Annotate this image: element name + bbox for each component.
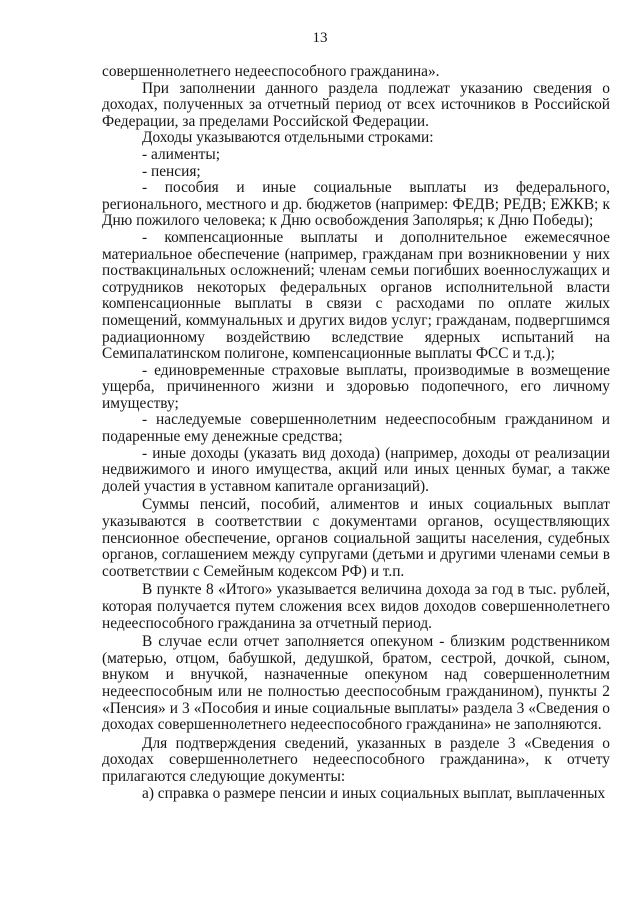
list-item-insurance: - единовременные страховые выплаты, производимые в возмещение ущерба, причиненного жизни и здоровью подопечного, его личному имуществу; [102, 361, 610, 412]
paragraph-amounts: Суммы пенсий, пособий, алиментов и иных социальных выплат указываются в соответствии с документами органов, осуществляющих пенсионное обеспечение, органов социальной защиты населения, судебных органов, соглашением между супругами (детьми и другими членами семьи в соответствии с Семейным кодексом РФ) и т.п. [102, 496, 610, 580]
paragraph-income-lines: Доходы указываются отдельными строками: [142, 129, 434, 147]
list-item-benefits: - пособия и иные социальные выплаты из федерального, регионального, местного и др. бюджетов (например: ФЕДВ; РЕДВ; ЕЖКВ; к Дню пожилого человека; к Дню освобождения Заполярья; к Дню Победы); [102, 179, 610, 230]
list-item-pension: - пенсия; [142, 162, 201, 180]
paragraph-section-intro: При заполнении данного раздела подлежат указанию сведения о доходах, полученных за отчетный период от всех источников в Российской Федерации, за пределами Российской Федерации. [102, 79, 610, 130]
list-item-inherited: - наследуемые совершеннолетним недееспособным гражданином и подаренные ему денежные средства; [102, 411, 610, 446]
list-item-pension-certificate: а) справка о размере пенсии и иных социальных выплат, выплаченных [142, 784, 606, 802]
paragraph-guardian-relative: В случае если отчет заполняется опекуном - близким родственником (матерью, отцом, бабушкой, дедушкой, братом, сестрой, дочкой, сыном, внуком и внучкой, назначенные опекуном над совершеннолетним недееспособным или не полностью дееспособным гражданином), пункты 2 «Пенсия» и 3 «Пособия и иные социальные выплаты» раздела 3 «Сведения о доходах совершеннолетнего недееспособного гражданина» не заполняются. [102, 633, 610, 734]
page-number: 13 [312, 30, 328, 46]
list-item-other-income: - иные доходы (указать вид дохода) (например, доходы от реализации недвижимого и иного имущества, акций или иных ценных бумаг, а также долей участия в уставном капитале организаций). [102, 444, 610, 495]
paragraph-continuation: совершеннолетнего недееспособного гражданина». [102, 63, 440, 80]
paragraph-total: В пункте 8 «Итого» указывается величина дохода за год в тыс. рублей, которая получается путем сложения всех видов доходов совершеннолетнего недееспособного гражданина за отчетный период. [102, 581, 610, 632]
list-item-compensation: - компенсационные выплаты и дополнительное ежемесячное материальное обеспечение (например, гражданам при возникновении у них поствакцинальных осложнений; членам семьи погибших военнослужащих и сотрудников некоторых федеральных органов исполнительной власти компенсационные выплаты в связи с расходами по оплате жилых помещений, коммунальных и других видов услуг; гражданам, подвергшимся радиационному воздействию вследствие ядерных испытаний на Семипалатинском полигоне, компенсационные выплаты ФСС и т.д.); [102, 228, 610, 363]
paragraph-supporting-docs: Для подтверждения сведений, указанных в разделе 3 «Сведения о доходах совершеннолетнего недееспособного гражданина», к отчету прилагаются следующие документы: [102, 734, 610, 785]
document-body [102, 64, 610, 802]
list-item-alimony: - алименты; [142, 145, 221, 163]
